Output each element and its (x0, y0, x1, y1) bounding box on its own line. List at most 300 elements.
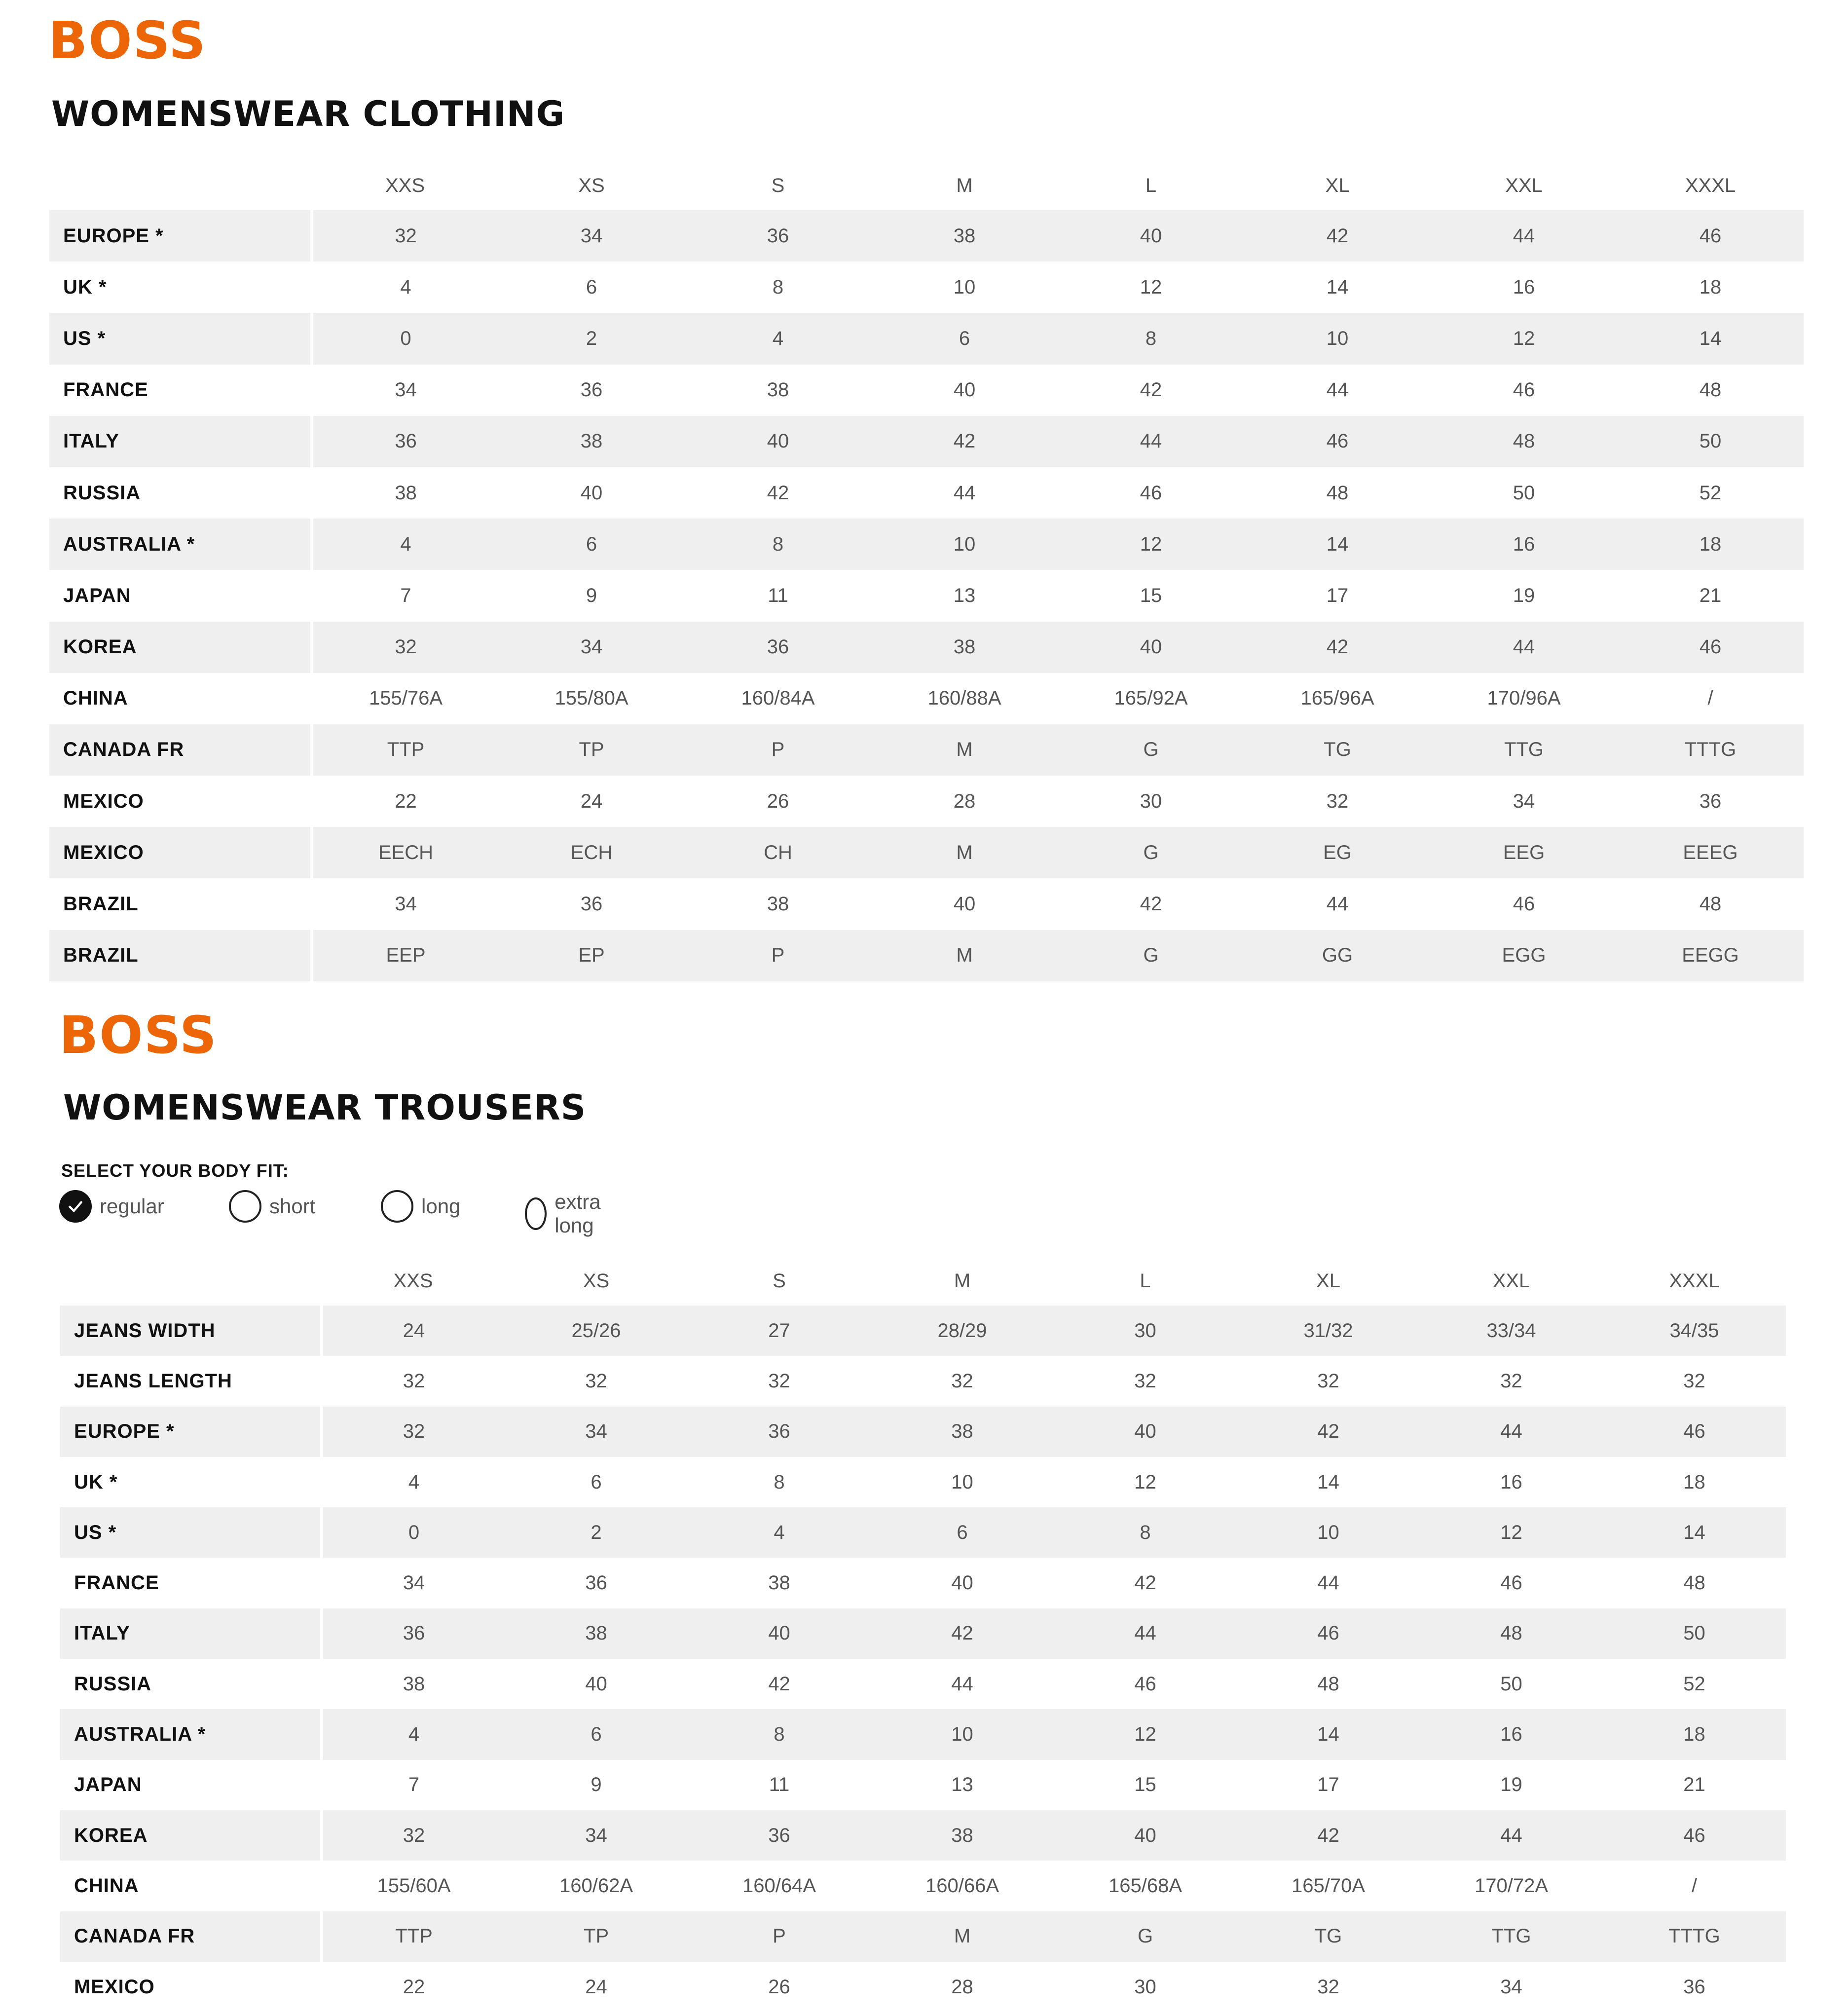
size-value-cell: 165/68A (1108, 1874, 1183, 1897)
size-value-cell: 40 (1054, 1810, 1237, 1861)
size-value-cell: 34 (1500, 1976, 1522, 1998)
size-value-cell: 8 (1058, 313, 1244, 364)
size-value-cell: 2 (498, 313, 685, 364)
size-value-cell: 4 (322, 1709, 505, 1759)
table-row (60, 1407, 1786, 1457)
boss-logo: BOSS (59, 1005, 218, 1065)
size-header-cell: S (773, 1269, 786, 1292)
size-value-cell: 32 (585, 1370, 607, 1392)
size-value-cell: 32 (312, 210, 498, 261)
size-value-cell: 30 (1140, 790, 1162, 812)
row-label: MEXICO (49, 827, 312, 878)
row-label: UK * (74, 1471, 118, 1493)
size-value-cell: 28 (953, 790, 976, 812)
size-header-cell: XXXL (1685, 174, 1736, 196)
size-value-cell: GG (1244, 930, 1431, 981)
size-value-cell: 16 (1513, 276, 1535, 298)
size-value-cell: 42 (768, 1673, 790, 1695)
size-value-cell: 6 (871, 1507, 1054, 1558)
size-value-cell: 14 (1317, 1471, 1339, 1493)
size-value-cell: M (871, 724, 1058, 776)
size-value-cell: 4 (408, 1471, 420, 1493)
size-value-cell: 9 (591, 1774, 602, 1796)
size-value-cell: 40 (1058, 622, 1244, 673)
size-value-cell: 19 (1500, 1774, 1522, 1796)
row-label: BRAZIL (49, 930, 312, 981)
size-value-cell: EGG (1431, 930, 1617, 981)
size-value-cell: 40 (580, 482, 603, 504)
size-value-cell: 7 (408, 1774, 420, 1796)
size-value-cell: 36 (312, 416, 498, 467)
table-row (49, 827, 1804, 878)
size-value-cell: 34 (395, 379, 417, 401)
size-value-cell: 32 (768, 1370, 790, 1392)
table-row (49, 416, 1804, 467)
size-value-cell: 0 (312, 313, 498, 364)
size-value-cell: 160/84A (741, 687, 815, 709)
size-value-cell: G (1058, 827, 1244, 878)
size-value-cell: 155/76A (369, 687, 443, 709)
size-value-cell: 42 (1134, 1572, 1156, 1594)
boss-logo: BOSS (48, 10, 207, 71)
size-value-cell: 32 (1317, 1976, 1339, 1998)
size-value-cell: 31/32 (1237, 1306, 1420, 1356)
size-value-cell: / (1691, 1874, 1698, 1897)
size-value-cell: 18 (1617, 519, 1804, 570)
size-value-cell: 46 (1134, 1673, 1156, 1695)
size-value-cell: 36 (685, 622, 871, 673)
row-label: KOREA (60, 1810, 322, 1861)
size-header-row (49, 161, 1804, 210)
size-value-cell: 36 (585, 1572, 607, 1594)
size-value-cell: 155/80A (554, 687, 628, 709)
trousers-title: WOMENSWEAR TROUSERS (63, 1087, 587, 1128)
size-value-cell: / (1707, 687, 1713, 709)
size-value-cell: 38 (395, 482, 417, 504)
row-label: ITALY (60, 1608, 322, 1659)
size-value-cell: P (688, 1911, 871, 1962)
size-value-cell: 14 (1326, 276, 1349, 298)
size-value-cell: 32 (1683, 1370, 1705, 1392)
size-value-cell: 7 (400, 584, 411, 606)
size-value-cell: P (685, 724, 871, 776)
size-value-cell: 12 (1420, 1507, 1603, 1558)
size-value-cell: 42 (1237, 1407, 1420, 1457)
size-value-cell: 12 (1431, 313, 1617, 364)
table-row (60, 1457, 1786, 1507)
size-header-cell: XXL (1505, 174, 1543, 196)
size-value-cell: 8 (685, 519, 871, 570)
size-value-cell: 10 (1237, 1507, 1420, 1558)
size-value-cell: 24 (585, 1976, 607, 1998)
table-row (60, 1507, 1786, 1558)
size-value-cell: 34 (505, 1810, 688, 1861)
size-value-cell: 38 (505, 1608, 688, 1659)
size-value-cell: 44 (1420, 1407, 1603, 1457)
size-value-cell: 4 (688, 1507, 871, 1558)
size-value-cell: TTTG (1617, 724, 1804, 776)
size-value-cell: 50 (1617, 416, 1804, 467)
size-value-cell: 44 (951, 1673, 973, 1695)
size-value-cell: 14 (1237, 1709, 1420, 1759)
size-value-cell: 13 (951, 1774, 973, 1796)
size-header-cell: XXL (1492, 1269, 1530, 1292)
size-value-cell: 155/60A (377, 1874, 451, 1897)
size-value-cell: TTG (1431, 724, 1617, 776)
table-row (60, 1306, 1786, 1356)
size-value-cell: 38 (871, 622, 1058, 673)
size-value-cell: 34/35 (1603, 1306, 1786, 1356)
row-label: JEANS LENGTH (74, 1370, 232, 1392)
size-value-cell: EEGG (1617, 930, 1804, 981)
size-value-cell: 50 (1603, 1608, 1786, 1659)
size-value-cell: 32 (403, 1370, 425, 1392)
size-value-cell: 6 (505, 1709, 688, 1759)
size-value-cell: 21 (1699, 584, 1722, 606)
size-value-cell: 48 (1683, 1572, 1705, 1594)
size-value-cell: 6 (586, 276, 597, 298)
clothing-title: WOMENSWEAR CLOTHING (51, 94, 565, 134)
size-value-cell: 28/29 (871, 1306, 1054, 1356)
size-value-cell: 40 (685, 416, 871, 467)
size-value-cell: 46 (1603, 1810, 1786, 1861)
size-value-cell: 160/88A (927, 687, 1001, 709)
size-value-cell: 46 (1617, 622, 1804, 673)
size-value-cell: 8 (688, 1709, 871, 1759)
row-label: JEANS WIDTH (60, 1306, 322, 1356)
size-value-cell: 36 (1683, 1976, 1705, 1998)
size-value-cell: 48 (1317, 1673, 1339, 1695)
size-value-cell: EP (498, 930, 685, 981)
size-value-cell: 27 (688, 1306, 871, 1356)
fit-option-label: extra long (554, 1190, 601, 1237)
row-label: ITALY (49, 416, 312, 467)
size-value-cell: 38 (768, 1572, 790, 1594)
table-row (60, 1659, 1786, 1709)
size-value-cell: 44 (1058, 416, 1244, 467)
radio-unchecked-icon[interactable] (229, 1190, 261, 1223)
size-value-cell: 26 (767, 790, 789, 812)
row-label: CANADA FR (60, 1911, 322, 1962)
size-value-cell: 6 (871, 313, 1058, 364)
table-row (60, 1356, 1786, 1406)
size-value-cell: 34 (505, 1407, 688, 1457)
size-value-cell: 34 (498, 210, 685, 261)
radio-unchecked-icon[interactable] (525, 1197, 547, 1230)
table-row (49, 519, 1804, 570)
size-value-cell: 40 (688, 1608, 871, 1659)
size-value-cell: 32 (322, 1407, 505, 1457)
size-value-cell: 38 (403, 1673, 425, 1695)
table-row (60, 1760, 1786, 1810)
size-value-cell: 40 (1054, 1407, 1237, 1457)
size-value-cell: 46 (1513, 893, 1535, 915)
size-value-cell: 12 (1058, 519, 1244, 570)
size-value-cell: 15 (1134, 1774, 1156, 1796)
size-value-cell: 38 (767, 893, 789, 915)
row-label: FRANCE (74, 1572, 159, 1594)
size-value-cell: 40 (953, 379, 976, 401)
size-value-cell: 32 (312, 622, 498, 673)
size-value-cell: TP (505, 1911, 688, 1962)
size-value-cell: 44 (1326, 379, 1349, 401)
size-value-cell: 30 (1054, 1306, 1237, 1356)
size-value-cell: 17 (1317, 1774, 1339, 1796)
size-value-cell: 36 (580, 893, 603, 915)
row-label: CANADA FR (49, 724, 312, 776)
size-header-cell: XL (1316, 1269, 1340, 1292)
size-value-cell: 12 (1140, 276, 1162, 298)
size-value-cell: 44 (1431, 622, 1617, 673)
size-value-cell: 25/26 (505, 1306, 688, 1356)
table-row (60, 1810, 1786, 1861)
row-label: EUROPE * (60, 1407, 322, 1457)
size-value-cell: 10 (871, 1709, 1054, 1759)
size-value-cell: 46 (1500, 1572, 1522, 1594)
table-row (49, 365, 1804, 416)
size-value-cell: 14 (1617, 313, 1804, 364)
size-header-cell: XS (583, 1269, 610, 1292)
table-row (49, 930, 1804, 981)
table-row (49, 878, 1804, 930)
size-value-cell: 44 (1317, 1572, 1339, 1594)
size-value-cell: 9 (586, 584, 597, 606)
size-value-cell: 165/70A (1291, 1874, 1366, 1897)
size-value-cell: 8 (774, 1471, 785, 1493)
size-value-cell: 36 (688, 1810, 871, 1861)
row-label: US * (49, 313, 312, 364)
size-value-cell: 11 (769, 1774, 790, 1796)
size-value-cell: 38 (871, 1407, 1054, 1457)
table-row (60, 1558, 1786, 1608)
size-value-cell: 36 (688, 1407, 871, 1457)
radio-unchecked-icon[interactable] (381, 1190, 413, 1223)
size-value-cell: 38 (767, 379, 789, 401)
size-value-cell: M (871, 930, 1058, 981)
size-value-cell: 38 (871, 210, 1058, 261)
size-value-cell: 21 (1683, 1774, 1705, 1796)
table-row (49, 673, 1804, 724)
size-value-cell: 40 (953, 893, 976, 915)
size-value-cell: 36 (685, 210, 871, 261)
radio-checked-icon[interactable] (59, 1190, 92, 1223)
body-fit-label: SELECT YOUR BODY FIT: (61, 1160, 289, 1181)
size-value-cell: 38 (498, 416, 685, 467)
size-value-cell: 42 (1237, 1810, 1420, 1861)
size-header-cell: L (1140, 1269, 1151, 1292)
row-label: FRANCE (63, 379, 148, 401)
size-value-cell: 18 (1683, 1471, 1705, 1493)
size-value-cell: CH (685, 827, 871, 878)
size-value-cell: M (871, 827, 1058, 878)
size-header-cell: XXXL (1669, 1269, 1720, 1292)
size-value-cell: 24 (322, 1306, 505, 1356)
size-value-cell: 17 (1326, 584, 1349, 606)
size-value-cell: 32 (951, 1370, 973, 1392)
size-value-cell: 48 (1699, 893, 1722, 915)
header-corner (60, 1256, 322, 1306)
size-value-cell: TTTG (1603, 1911, 1786, 1962)
size-value-cell: G (1058, 930, 1244, 981)
size-value-cell: 24 (580, 790, 603, 812)
table-row (49, 313, 1804, 364)
table-row (60, 1608, 1786, 1659)
fit-option-short[interactable] (229, 1190, 315, 1223)
fit-option-long[interactable] (381, 1190, 460, 1223)
size-value-cell: 44 (1431, 210, 1617, 261)
size-value-cell: 44 (1054, 1608, 1237, 1659)
size-value-cell: 10 (953, 276, 976, 298)
table-row (60, 1709, 1786, 1759)
table-row (49, 622, 1804, 673)
row-label: MEXICO (74, 1976, 155, 1998)
size-value-cell: 16 (1431, 519, 1617, 570)
table-row (60, 1861, 1786, 1911)
size-value-cell: 160/66A (925, 1874, 999, 1897)
size-value-cell: 44 (1420, 1810, 1603, 1861)
size-value-cell: 44 (1326, 893, 1349, 915)
size-value-cell: 42 (767, 482, 789, 504)
row-label: UK * (63, 276, 107, 298)
size-value-cell: 10 (951, 1471, 973, 1493)
size-value-cell: 46 (1513, 379, 1535, 401)
header-corner (49, 161, 312, 210)
size-value-cell: EG (1244, 827, 1431, 878)
size-value-cell: 44 (953, 482, 976, 504)
table-row (60, 1962, 1786, 2012)
size-value-cell: 42 (1244, 210, 1431, 261)
row-label: CHINA (63, 687, 128, 709)
size-value-cell: 6 (591, 1471, 602, 1493)
row-label: MEXICO (63, 790, 144, 812)
size-value-cell: 160/62A (559, 1874, 633, 1897)
size-value-cell: 52 (1699, 482, 1722, 504)
size-value-cell: 22 (395, 790, 417, 812)
size-value-cell: 46 (1617, 210, 1804, 261)
size-value-cell: 10 (871, 519, 1058, 570)
row-label: JAPAN (63, 584, 131, 606)
size-value-cell: 48 (1420, 1608, 1603, 1659)
size-value-cell: 50 (1513, 482, 1535, 504)
table-row (49, 724, 1804, 776)
size-value-cell: 165/92A (1114, 687, 1188, 709)
size-header-cell: XL (1325, 174, 1350, 196)
size-value-cell: 42 (871, 416, 1058, 467)
fit-option-extra-long[interactable] (525, 1190, 611, 1237)
size-value-cell: TTG (1420, 1911, 1603, 1962)
size-header-cell: XXS (385, 174, 425, 196)
size-value-cell: M (871, 1911, 1054, 1962)
size-value-cell: 40 (951, 1572, 973, 1594)
size-value-cell: 32 (1500, 1370, 1522, 1392)
size-value-cell: 8 (1054, 1507, 1237, 1558)
size-value-cell: G (1058, 724, 1244, 776)
size-value-cell: 34 (403, 1572, 425, 1594)
size-value-cell: ECH (498, 827, 685, 878)
row-label: RUSSIA (74, 1673, 152, 1695)
size-header-cell: XXS (393, 1269, 433, 1292)
size-header-cell: S (771, 174, 785, 196)
size-value-cell: 13 (953, 584, 976, 606)
size-value-cell: 36 (322, 1608, 505, 1659)
size-value-cell: 6 (498, 519, 685, 570)
size-value-cell: 14 (1244, 519, 1431, 570)
size-value-cell: 42 (871, 1608, 1054, 1659)
row-label: KOREA (49, 622, 312, 673)
table-row (49, 467, 1804, 519)
table-row (49, 776, 1804, 827)
fit-option-regular[interactable] (59, 1190, 164, 1223)
size-value-cell: 46 (1603, 1407, 1786, 1457)
size-value-cell: 12 (1134, 1471, 1156, 1493)
size-header-cell: M (956, 174, 973, 196)
table-row (60, 1911, 1786, 1962)
size-value-cell: 48 (1431, 416, 1617, 467)
size-value-cell: 22 (403, 1976, 425, 1998)
size-header-row (60, 1256, 1786, 1306)
size-value-cell: 160/64A (742, 1874, 816, 1897)
size-value-cell: TG (1244, 724, 1431, 776)
size-value-cell: 34 (498, 622, 685, 673)
size-value-cell: 19 (1513, 584, 1535, 606)
size-value-cell: 46 (1237, 1608, 1420, 1659)
row-label: RUSSIA (63, 482, 141, 504)
size-value-cell: 30 (1134, 1976, 1156, 1998)
row-label: JAPAN (74, 1774, 142, 1796)
size-value-cell: TTP (312, 724, 498, 776)
size-value-cell: 42 (1140, 379, 1162, 401)
size-header-cell: XS (578, 174, 605, 196)
fit-option-label: short (269, 1195, 316, 1218)
row-label: AUSTRALIA * (49, 519, 312, 570)
size-value-cell: EEEG (1617, 827, 1804, 878)
size-value-cell: 165/96A (1300, 687, 1374, 709)
size-value-cell: TP (498, 724, 685, 776)
row-label: EUROPE * (49, 210, 312, 261)
size-value-cell: 40 (1058, 210, 1244, 261)
size-value-cell: G (1054, 1911, 1237, 1962)
size-value-cell: EEG (1431, 827, 1617, 878)
size-header-cell: M (954, 1269, 971, 1292)
clothing-size-table (49, 161, 1805, 981)
size-value-cell: 32 (1134, 1370, 1156, 1392)
size-value-cell: 170/72A (1474, 1874, 1549, 1897)
size-value-cell: 34 (1513, 790, 1535, 812)
size-value-cell: 10 (1244, 313, 1431, 364)
trousers-size-table (60, 1256, 1787, 2012)
size-value-cell: 4 (400, 276, 411, 298)
table-row (49, 210, 1804, 261)
table-row (49, 261, 1804, 313)
size-value-cell: 48 (1699, 379, 1722, 401)
size-value-cell: 18 (1699, 276, 1722, 298)
row-label: US * (60, 1507, 322, 1558)
size-value-cell: 4 (685, 313, 871, 364)
size-value-cell: 32 (1317, 1370, 1339, 1392)
size-value-cell: 34 (395, 893, 417, 915)
size-value-cell: 33/34 (1420, 1306, 1603, 1356)
size-value-cell: 14 (1603, 1507, 1786, 1558)
size-value-cell: 11 (768, 584, 788, 606)
size-value-cell: 36 (580, 379, 603, 401)
size-value-cell: P (685, 930, 871, 981)
size-value-cell: 42 (1140, 893, 1162, 915)
size-value-cell: 2 (505, 1507, 688, 1558)
size-value-cell: 46 (1140, 482, 1162, 504)
size-value-cell: EECH (312, 827, 498, 878)
size-value-cell: 16 (1420, 1709, 1603, 1759)
fit-option-label: regular (100, 1195, 164, 1218)
